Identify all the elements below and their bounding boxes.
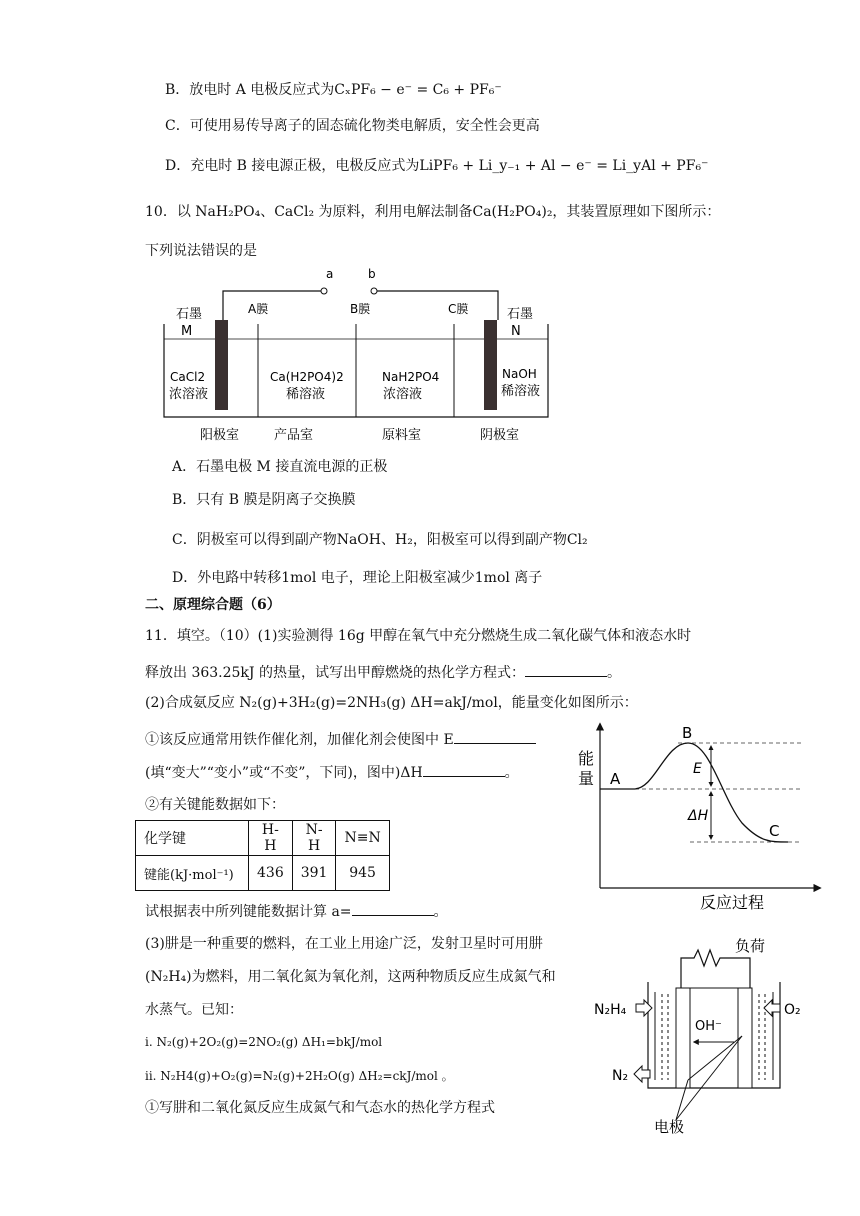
- delta-h-label: ΔH: [688, 808, 709, 824]
- table-row: [136, 856, 390, 891]
- point-c-label: C: [769, 822, 780, 840]
- e-label: E: [693, 761, 702, 777]
- electrode-label: 电极: [654, 1118, 685, 1135]
- electrolysis-diagram: [160, 262, 560, 447]
- point-a-label: A: [610, 770, 621, 788]
- room-material: 原料室: [382, 428, 422, 443]
- answer-blank-1[interactable]: [525, 662, 607, 677]
- q10-option-a: A．石墨电极 M 接直流电源的正极: [172, 459, 388, 475]
- energy-diagram: [570, 718, 830, 914]
- q11-line-7-end: 。: [433, 904, 448, 920]
- q11-line-5: [145, 762, 519, 783]
- x-axis-label: 反应过程: [700, 893, 765, 912]
- q11-line-4-text: ①该反应通常用铁作催化剂，加催化剂会使图中 E: [145, 732, 454, 748]
- table-header-bond: 化学键: [136, 821, 249, 856]
- q10-option-b: B．只有 B 膜是阴离子交换膜: [172, 492, 356, 508]
- terminal-b: b: [368, 267, 376, 281]
- table-cell-energy-label: 键能(kJ·mol⁻¹): [136, 856, 249, 891]
- q11-line-3: (2)合成氨反应 N₂(g)+3H₂(g)=2NH₃(g) ΔH=akJ/mol，能量变化如图所示：: [145, 695, 638, 711]
- q11-line-9: (N₂H₄)为燃料，用二氧化氮为氧化剂，这两种物质反应生成氮气和: [145, 969, 556, 985]
- electrode-m-label-2: M: [181, 324, 193, 339]
- q10-stem: 10．以 NaH₂PO₄、CaCl₂ 为原料，利用电解法制备Ca(H₂PO₄)₂，其装置原理如下图所示：: [145, 204, 721, 220]
- q11-line-7: [145, 901, 448, 922]
- n2-label: N₂: [612, 1068, 629, 1084]
- solution-4-line-1: NaOH: [502, 367, 537, 381]
- q11-line-4: [145, 729, 536, 750]
- q11-eq-ii: ii. N₂H4(g)+O₂(g)=N₂(g)+2H₂O(g) ΔH₂=ckJ/mol 。: [145, 1069, 454, 1083]
- room-product: 产品室: [274, 428, 314, 443]
- terminal-a: a: [326, 267, 334, 281]
- table-row: [136, 821, 390, 856]
- electrode-n-label-2: N: [511, 324, 521, 339]
- q9-option-c: C．可使用易传导离子的固态硫化物类电解质，安全性会更高: [165, 118, 540, 134]
- electrode-n-label-1: 石墨: [507, 307, 534, 322]
- y-axis-label-2: 量: [578, 769, 595, 788]
- answer-blank-4[interactable]: [352, 901, 434, 916]
- table-cell-hh: 436: [249, 856, 293, 891]
- solution-3-line-1: NaH2PO4: [382, 370, 440, 384]
- q11-line-13: ①写肼和二氧化氮反应生成氮气和气态水的热化学方程式: [145, 1100, 495, 1116]
- solution-1-line-2: 浓溶液: [169, 387, 209, 402]
- q10-option-d: D．外电路中转移1mol 电子，理论上阳极室减少1mol 离子: [172, 570, 543, 586]
- table-cell-nh: 391: [292, 856, 336, 891]
- q10-sub: 下列说法错误的是: [145, 243, 257, 259]
- n2h4-label: N₂H₄: [594, 1002, 627, 1018]
- table-header-nn: N≡N: [336, 821, 389, 856]
- room-anode: 阳极室: [200, 428, 240, 443]
- q11-line-1: 11．填空。（10）(1)实验测得 16g 甲醇在氧气中充分燃烧生成二氧化碳气体和液态水时: [145, 628, 692, 644]
- table-header-hh: H-H: [249, 821, 293, 856]
- table-header-nh: N-H: [292, 821, 336, 856]
- solution-3-line-2: 浓溶液: [383, 387, 423, 402]
- membrane-c-label: C膜: [448, 302, 469, 316]
- q11-eq-i: i. N₂(g)+2O₂(g)=2NO₂(g) ΔH₁=bkJ/mol: [145, 1035, 383, 1049]
- q9-option-d: D．充电时 B 接电源正极，电极反应式为LiPF₆ + Li_y₋₁ + Al − e⁻ = Li_yAl + PF₆⁻: [165, 158, 709, 174]
- ion-label: OH⁻: [695, 1019, 722, 1034]
- membrane-b-label: B膜: [350, 302, 371, 316]
- membrane-a-label: A膜: [248, 302, 269, 316]
- q11-line-5-end: 。: [504, 765, 519, 781]
- q11-line-10: 水蒸气。已知：: [145, 1002, 243, 1018]
- table-cell-nn: 945: [336, 856, 389, 891]
- answer-blank-2[interactable]: [454, 729, 536, 744]
- solution-2-line-2: 稀溶液: [286, 387, 326, 402]
- q11-line-2-text: 释放出 363.25kJ 的热量，试写出甲醇燃烧的热化学方程式：: [145, 665, 525, 681]
- o2-label: O₂: [784, 1002, 801, 1018]
- point-b-label: B: [682, 724, 693, 742]
- answer-blank-3[interactable]: [423, 762, 505, 777]
- y-axis-label-1: 能: [578, 749, 595, 768]
- electrode-m-label-1: 石墨: [176, 307, 203, 322]
- q11-line-2-end: 。: [606, 665, 621, 681]
- load-label: 负荷: [735, 937, 766, 955]
- bond-energy-table: [135, 820, 390, 891]
- solution-2-line-1: Ca(H2PO4)2: [270, 370, 344, 384]
- fuel-cell-diagram: [592, 930, 807, 1135]
- room-cathode: 阴极室: [480, 428, 520, 443]
- solution-4-line-2: 稀溶液: [501, 384, 541, 399]
- q10-option-c: C．阴极室可以得到副产物NaOH、H₂，阳极室可以得到副产物Cl₂: [172, 532, 588, 548]
- solution-1-line-1: CaCl2: [170, 370, 206, 384]
- section-title: 二、原理综合题（6）: [145, 597, 281, 613]
- q11-line-8: (3)肼是一种重要的燃料，在工业上用途广泛，发射卫星时可用肼: [145, 936, 543, 952]
- q11-line-5-text: (填“变大”“变小”或“不变”，下同)，图中)ΔH: [145, 765, 423, 781]
- q11-line-2: [145, 662, 621, 683]
- q11-line-7-text: 试根据表中所列键能数据计算 a=: [145, 904, 352, 920]
- q11-line-6: ②有关键能数据如下：: [145, 797, 285, 813]
- q9-option-b: B．放电时 A 电极反应式为CₓPF₆ − e⁻ = C₆ + PF₆⁻: [165, 82, 502, 98]
